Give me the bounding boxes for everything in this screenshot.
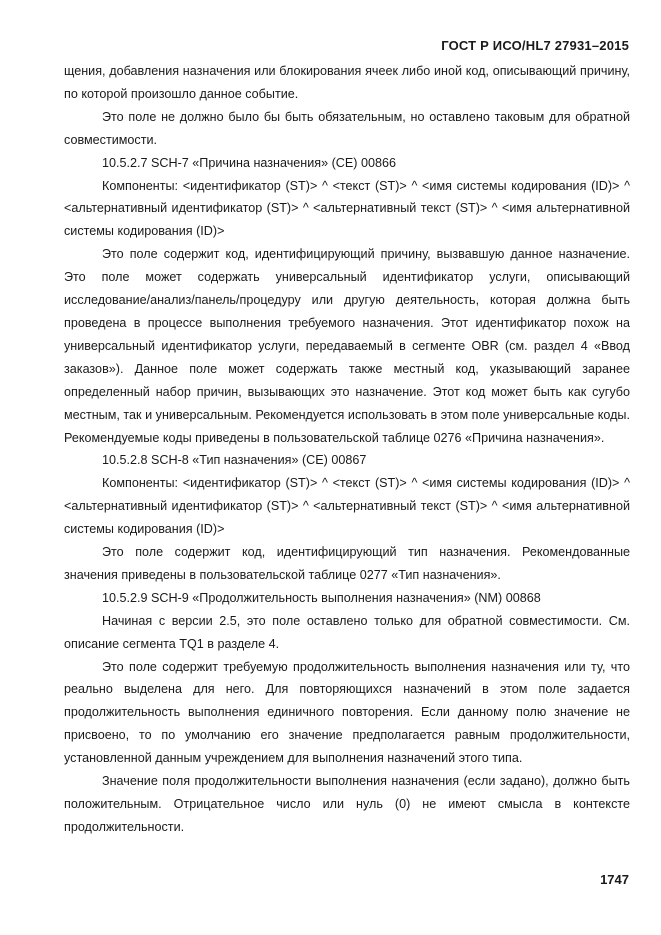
paragraph-compatibility-note: Это поле не должно было бы быть обязательным, но оставлено таковым для обратной совместимости. (64, 109, 630, 147)
standard-header: ГОСТ Р ИСО/HL7 27931–2015 (441, 38, 629, 53)
paragraph-sch9-version-note: Начиная с версии 2.5, это поле оставлено только для обратной совместимости. См. описание сегмента TQ1 в разделе 4. (64, 613, 630, 651)
section-heading-sch7: 10.5.2.7 SCH-7 «Причина назначения» (CE) 00866 (102, 155, 397, 170)
paragraph-sch9-value-note: Значение поля продолжительности выполнения назначения (если задано), должно быть положительным. Отрицательное число или нуль (0) не имеют смысла в контексте продолжительности. (64, 774, 630, 834)
section-heading-sch8: 10.5.2.8 SCH-8 «Тип назначения» (CE) 00867 (102, 453, 367, 468)
paragraph-sch7-components: Компоненты: <идентификатор (ST)> ^ <текст (ST)> ^ <имя системы кодирования (ID)> ^ <альтернативный идентификатор (ST)> ^ <альтернативный текст (ST)> ^ <имя альтернативной системы кодирования (ID)> (64, 178, 630, 239)
paragraph-sch7-description: Это поле содержит код, идентифицирующий причину, вызвавшую данное назначение. Это поле может содержать универсальный идентификатор услуги, описывающий исследование/анализ/панель/процедуру или другую деятельность, которая должна быть проведена в процессе выполнения требуемого назначения. Этот идентификатор похож на универсальный идентификатор услуги, передаваемый в сегменте OBR (см. раздел 4 «Ввод заказов»). Данное поле может содержать также местный код, указывающий заранее определенный набор причин, вызывающих это назначение. Этот код может быть как сугубо местным, так и универсальным. Рекомендуется использовать в этом поле универсальные коды. Рекомендуемые коды приведены в пользовательской таблице 0276 «Причина назначения». (64, 247, 630, 445)
paragraph-sch8-components: Компоненты: <идентификатор (ST)> ^ <текст (ST)> ^ <имя системы кодирования (ID)> ^ <альтернативный идентификатор (ST)> ^ <альтернативный текст (ST)> ^ <имя альтернативной системы кодирования (ID)> (64, 476, 630, 537)
section-heading-sch9: 10.5.2.9 SCH-9 «Продолжительность выполнения назначения» (NM) 00868 (102, 590, 541, 605)
document-body (64, 60, 630, 839)
paragraph-sch8-description: Это поле содержит код, идентифицирующий тип назначения. Рекомендованные значения приведены в пользовательской таблице 0277 «Тип назначения». (64, 545, 630, 582)
paragraph-sch9-description: Это поле содержит требуемую продолжительность выполнения назначения или ту, что реально выделена для него. Для повторяющихся назначений в этом поле задается продолжительность выполнения единичного повторения. Если данному полю значение не присвоено, то по умолчанию его значение предполагается равным продолжительности, установленной данным учреждением для выполнения назначений этого типа. (64, 659, 630, 766)
page-number: 1747 (600, 872, 629, 887)
paragraph-continuation: щения, добавления назначения или блокирования ячеек либо иной код, описывающий причину, по которой произошло данное событие. (64, 64, 630, 101)
